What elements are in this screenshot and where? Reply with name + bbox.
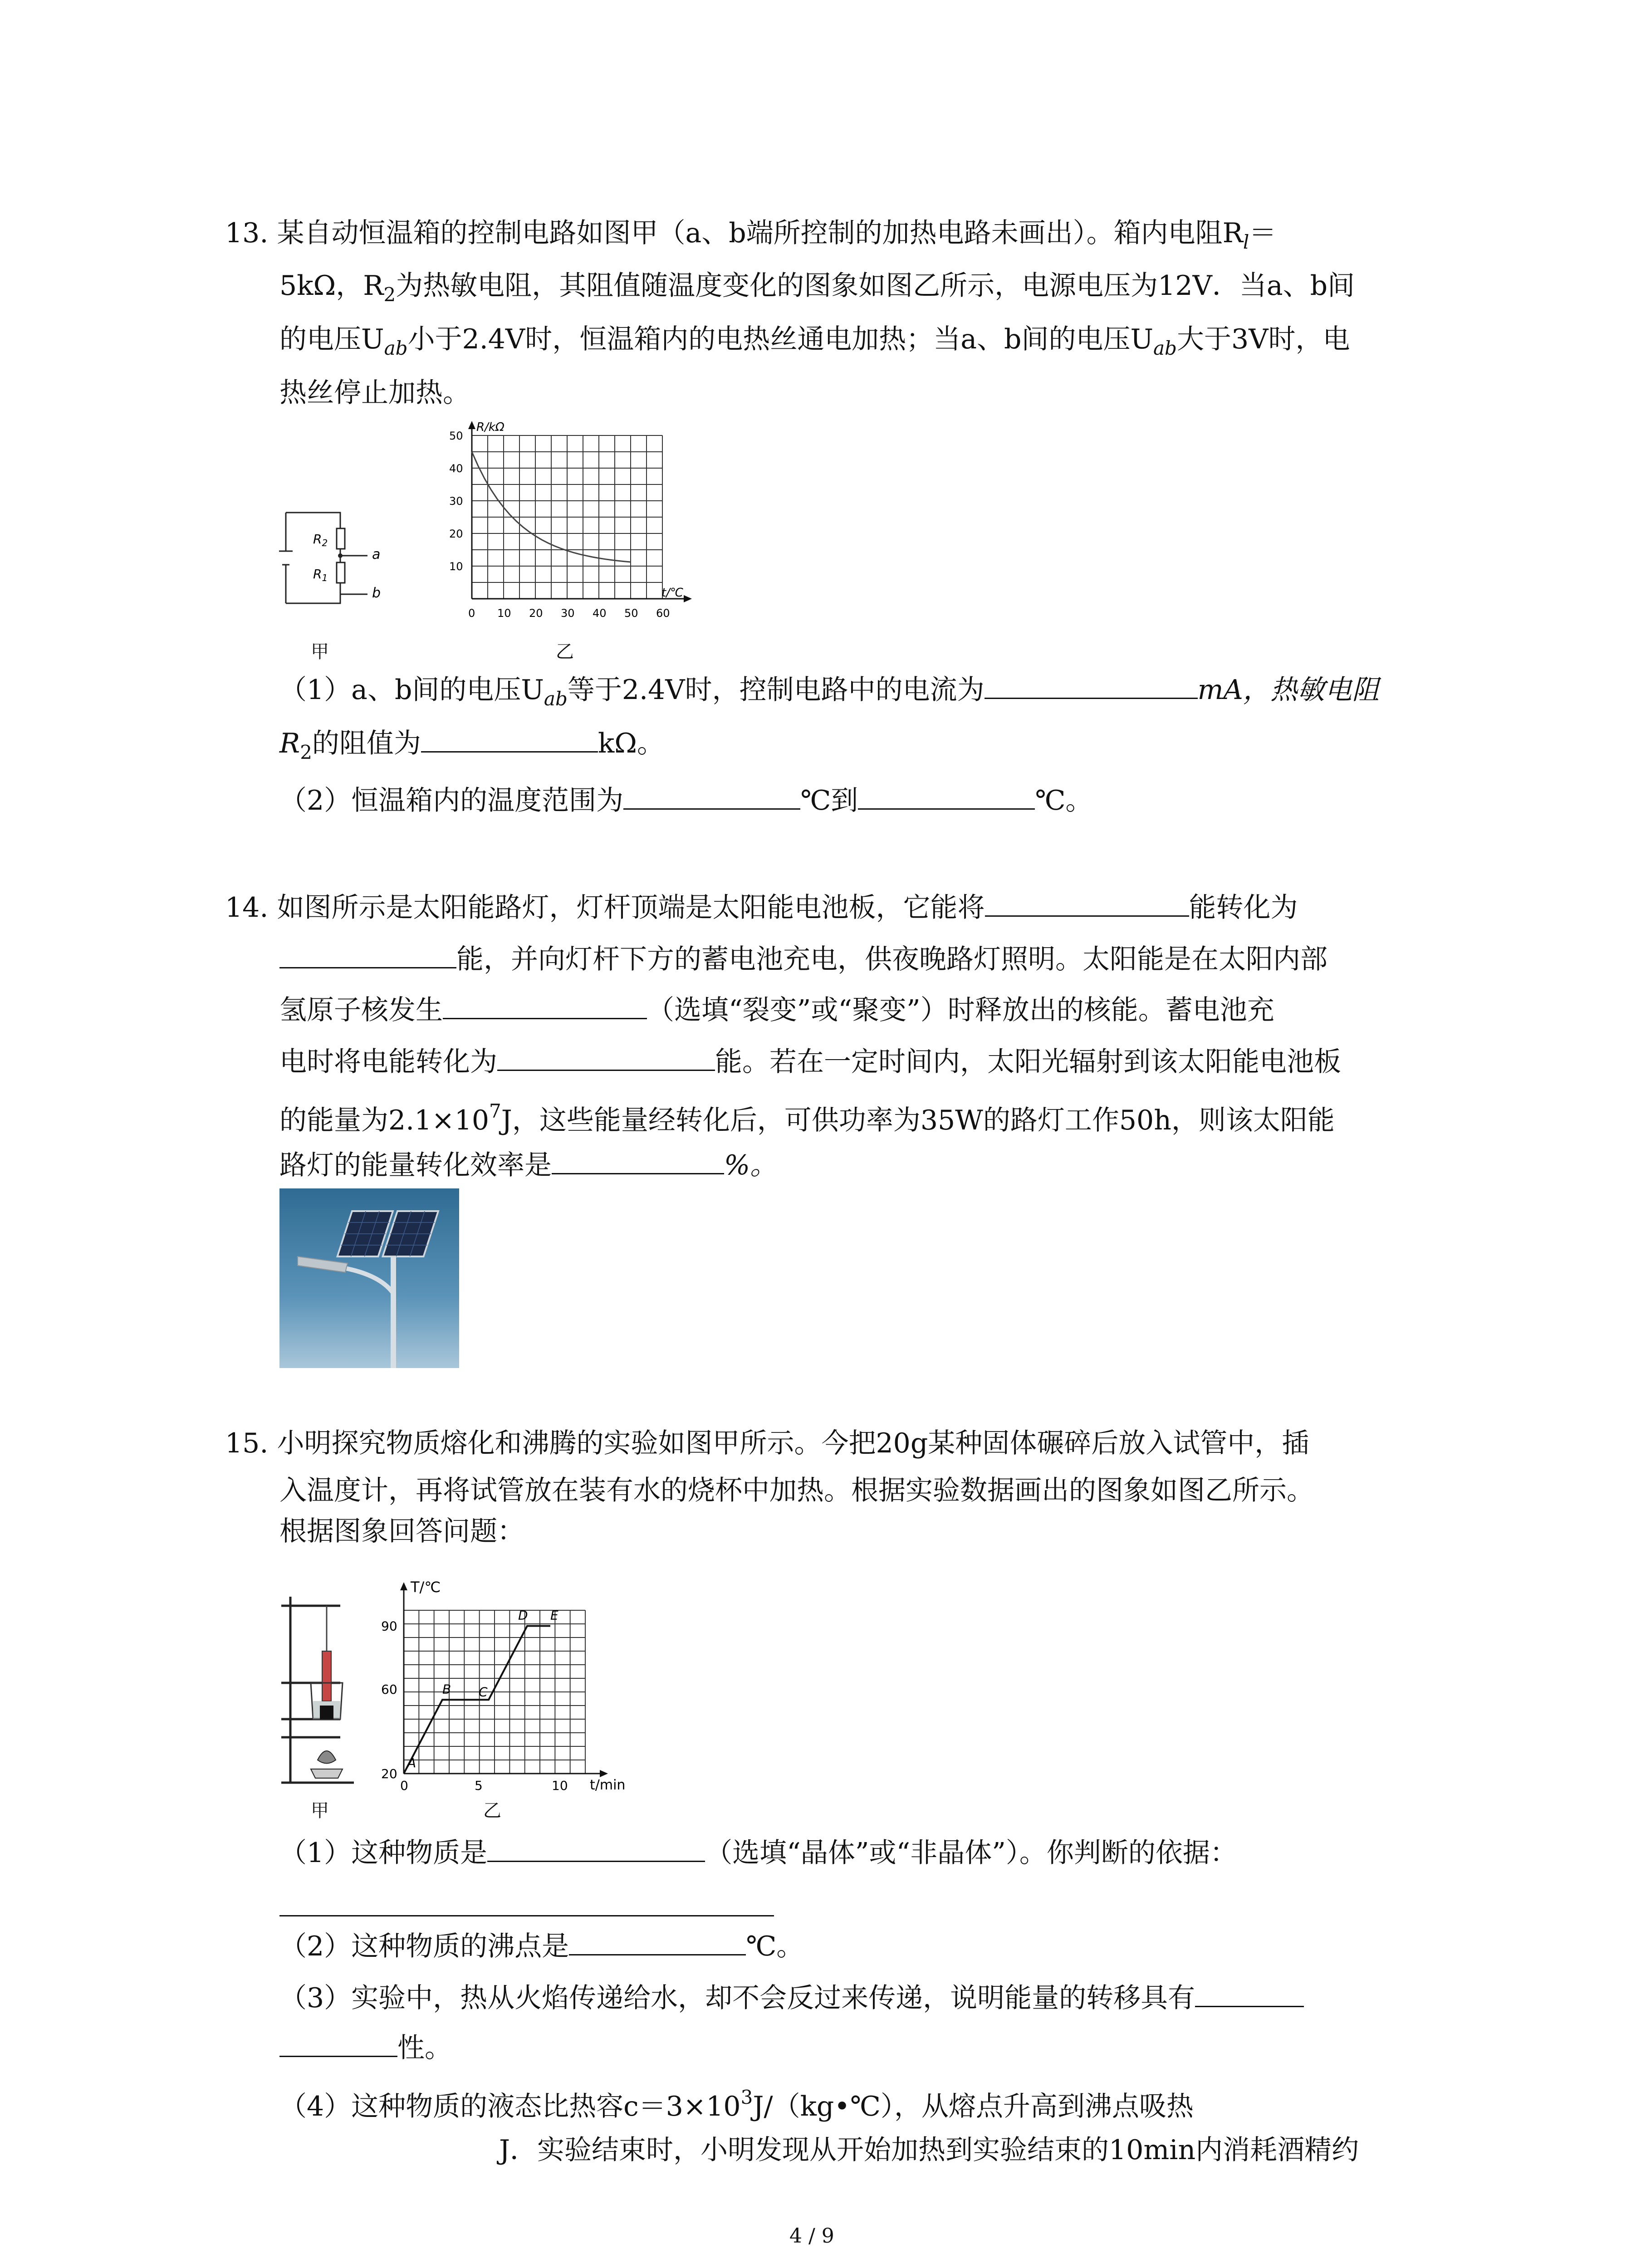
- q15-sub4: （4）这种物质的液态比热容$c=3\times 10^3J/(kg•℃)$，从熔点升高到沸点吸热: [279, 2086, 1194, 2122]
- q15-apparatus-figure: [277, 1588, 358, 1792]
- q15-temperature-curve: [404, 1626, 550, 1774]
- q14-line3: 氢原子核发生 （选填“裂变”或“聚变”）时释放出的核能。蓄电池充: [279, 990, 1274, 1028]
- q13-xtick: 10: [497, 607, 511, 620]
- q14-solar-light-image: [279, 1188, 459, 1368]
- q14-blank2[interactable]: [279, 939, 456, 968]
- q13-label-r1: $R_1$: [313, 567, 328, 583]
- q15-boiling-blank[interactable]: [569, 1926, 746, 1955]
- q15-point-label: C: [479, 1684, 488, 1700]
- q15-sub2: （2）这种物质的沸点是 ℃。: [279, 1926, 803, 1965]
- q15-point-label: D: [518, 1608, 528, 1623]
- q15-xlabel: t/min: [590, 1777, 626, 1793]
- q13-sub2: （2）恒温箱内的温度范围为 ℃到 ℃。: [279, 780, 1092, 819]
- q13-ytick: 50: [449, 430, 463, 442]
- q13-xtick: 20: [529, 607, 543, 620]
- q13-xtick: 60: [656, 607, 670, 620]
- q15-xtick: 0: [400, 1778, 408, 1793]
- q13-ytick: 10: [449, 560, 463, 573]
- q13-sub1-line2: $R_2$的阻值为 kΩ。: [279, 723, 664, 771]
- q15-line3: 根据图象回答问题：: [279, 1515, 524, 1547]
- q13-xtick: 30: [561, 607, 575, 620]
- q15-ylabel: T/℃: [411, 1579, 441, 1596]
- q15-sub3: （3）实验中，热从火焰传递给水，却不会反过来传递，说明能量的转移具有: [279, 1978, 1304, 2016]
- q13-current-blank[interactable]: [985, 670, 1198, 699]
- q15-ytick: 20: [381, 1766, 397, 1781]
- q13-sub1-line1: （1）a、b间的电压$U_{ab}$等于2.4V时，控制电路中的电流为 mA，热敏电阻: [279, 670, 1379, 717]
- q14-line2: 能，并向灯杆下方的蓄电池充电，供夜晚路灯照明。太阳能是在太阳内部: [279, 939, 1327, 978]
- q13-ytick: 40: [449, 462, 463, 475]
- q13-xtick: 0: [468, 607, 475, 620]
- q14-blank5[interactable]: [552, 1145, 724, 1174]
- q13-number: 13.: [225, 217, 269, 249]
- q15-graph-figure: [372, 1574, 644, 1796]
- q13-line2: 5kΩ，$R_2$为热敏电阻，其阻值随温度变化的图象如图乙所示，电源电压为12V．当a、b间: [279, 270, 1355, 306]
- q15-reason-blank[interactable]: [279, 1915, 774, 1916]
- q15-sub4-line2: J．实验结束时，小明发现从开始加热到实验结束的10min内消耗酒精约: [499, 2134, 1359, 2166]
- q15-sub3-line2: 性。: [279, 2028, 452, 2066]
- q15-line2: 入温度计，再将试管放在装有水的烧杯中加热。根据实验数据画出的图象如图乙所示。: [279, 1475, 1314, 1506]
- q14-line5: 的能量为$2.1\times 10^7J$，这些能量经转化后，可供功率为35W的路灯工作50h，则该太阳能: [279, 1100, 1335, 1136]
- q14-line4: 电时将电能转化为 能。若在一定时间内，太阳光辐射到该太阳能电池板: [279, 1041, 1341, 1080]
- q15-caption-jia: 甲: [311, 1800, 329, 1821]
- q13-ytick: 30: [449, 495, 463, 508]
- q15-sub1: （1）这种物质是 （选填“晶体”或“非晶体”）。你判断的依据：: [279, 1833, 1237, 1871]
- page-number: 4 / 9: [789, 2224, 834, 2248]
- q13-line1: 13. 某自动恒温箱的控制电路如图甲（a、b端所控制的加热电路未画出）。箱内电阻$R_l=$: [225, 217, 1277, 253]
- q14-blank4[interactable]: [497, 1041, 715, 1071]
- q13-line4: 热丝停止加热。: [279, 377, 470, 409]
- q13-resistance-blank[interactable]: [421, 723, 598, 753]
- q15-caption-yi: 乙: [483, 1800, 501, 1821]
- q13-circuit-figure: [277, 503, 399, 617]
- q15-line1: 15. 小明探究物质熔化和沸腾的实验如图甲所示。今把20g某种固体碾碎后放入试管中，插: [225, 1427, 1309, 1459]
- q15-xtick: 10: [552, 1778, 568, 1793]
- q13-xlabel: t/℃: [661, 586, 684, 600]
- q13-temp-high-blank[interactable]: [858, 780, 1035, 810]
- q15-crystal-blank[interactable]: [487, 1833, 705, 1862]
- q13-xtick: 50: [624, 607, 638, 620]
- q15-point-label: A: [407, 1755, 416, 1770]
- q15-point-label: B: [442, 1681, 451, 1697]
- q13-ylabel: R/kΩ: [476, 420, 505, 434]
- q14-line1: 14. 如图所示是太阳能路灯，灯杆顶端是太阳能电池板，它能将 能转化为: [225, 887, 1298, 926]
- q13-label-r2: $R_2$: [313, 532, 328, 548]
- q13-caption-jia: 甲: [311, 641, 329, 662]
- q13-xtick: 40: [593, 607, 607, 620]
- q15-point-label: E: [550, 1608, 558, 1623]
- q13-ytick: 20: [449, 528, 463, 540]
- q13-graph-figure: [440, 417, 694, 631]
- q15-ytick: 60: [381, 1682, 397, 1697]
- q15-direction-blank-a[interactable]: [1195, 1978, 1304, 2007]
- q13-label-a: a: [372, 547, 381, 562]
- q15-number: 15.: [225, 1427, 269, 1459]
- q13-caption-yi: 乙: [556, 641, 574, 662]
- q15-xtick: 5: [475, 1778, 483, 1793]
- q14-line6: 路灯的能量转化效率是 %。: [279, 1145, 777, 1183]
- q13-label-b: b: [372, 585, 381, 601]
- q14-blank1[interactable]: [985, 887, 1189, 917]
- q13-line3: 的电压$U_{ab}$小于2.4V时，恒温箱内的电热丝通电加热；当a、b间的电压$U_{ab}$大于3V时，电: [279, 323, 1350, 359]
- q15-direction-blank-b[interactable]: [279, 2028, 397, 2057]
- q15-ytick: 90: [381, 1618, 397, 1634]
- q14-number: 14.: [225, 892, 269, 924]
- q13-temp-low-blank[interactable]: [623, 780, 800, 810]
- q14-blank3[interactable]: [443, 990, 647, 1019]
